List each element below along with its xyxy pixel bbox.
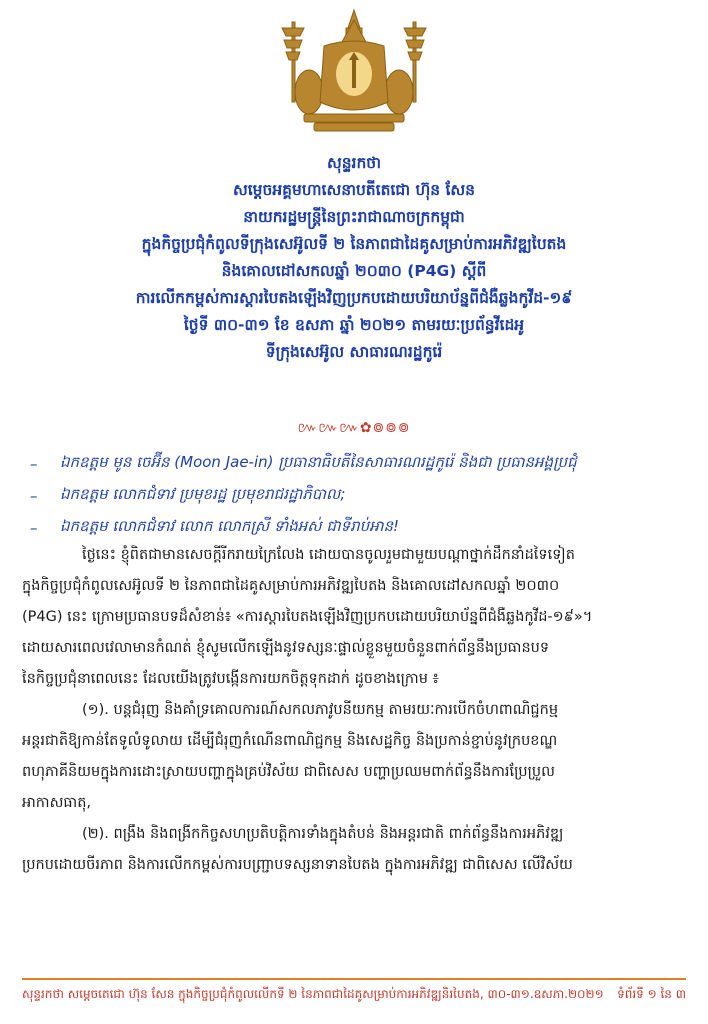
- addressee-text: ឯកឧត្តម លោកជំទាវ ប្រមុខរដ្ឋ ប្រមុខរាជរដ្ឋាភិបាល;: [60, 485, 346, 503]
- title-line: ទីក្រុងសេអ៊ូល សាធារណរដ្ឋកូរ៉េ: [265, 343, 443, 361]
- royal-emblem-icon: [264, 6, 444, 136]
- body-line: (១). បន្តជំរុញ និងគាំទ្រគោលការណ៍សកលភាវូបនីយកម្ម តាមរយៈការបើកចំហពាណិជ្ជកម្ម: [82, 702, 559, 718]
- body-line: នៃកិច្ចប្រជុំនាពេលនេះ ដែលយើងត្រូវបង្កើនការយកចិត្តទុកដាក់ ដូចខាងក្រោម ៖: [22, 671, 439, 687]
- body-line: ក្នុងកិច្ចប្រជុំកំពូលសេអ៊ូលទី ២ នៃភាពជាដៃគូសម្រាប់ការអភិវឌ្ឍបៃតង និងគោលដៅសកលឆ្នាំ ២០៣០: [22, 578, 560, 594]
- title-line: ថ្ងៃទី ៣០-៣១ ខែ ឧសភា ឆ្នាំ ២០២១ តាមរយៈប្រព័ន្ធវីដេអូ: [183, 316, 525, 334]
- page-number: ទំព័រទី ១ នៃ ៣: [617, 987, 686, 1001]
- speech-body: [22, 540, 692, 881]
- body-line: ប្រកបដោយចីរភាព និងការលើកកម្ពស់ការបញ្ជ្រាបទស្សនាទានបៃតង ក្នុងការអភិវឌ្ឍ ជាពិសេស លើវិស័យ: [22, 857, 573, 873]
- title-line: និងគោលដៅសកលឆ្នាំ ២០៣០ (P4G) ស្តីពី: [221, 262, 487, 280]
- addressee-item: [30, 480, 690, 512]
- addressee-item: [30, 448, 690, 480]
- page-footer: [22, 986, 686, 1004]
- body-line: ពហុភាគីនិយមក្នុងការដោះស្រាយបញ្ហាក្នុងគ្រប់វិស័យ ជាពិសេស បញ្ហាប្រឈមពាក់ព័ន្ធនឹងការប្រែប្រួល: [22, 764, 555, 780]
- title-line: នាយករដ្ឋមន្ត្រីនៃព្រះរាជាណាចក្រកម្ពុជា: [243, 208, 465, 226]
- body-line: ថ្ងៃនេះ ខ្ញុំពិតជាមានសេចក្តីរីករាយក្រៃលែង ដោយបានចូលរួមជាមួយបណ្តាថ្នាក់ដឹកនាំដទៃទៀត: [82, 547, 575, 563]
- body-line: អាកាសធាតុ,: [22, 795, 92, 811]
- footer-title: សុន្ទរកថា សម្តេចតេជោ ហ៊ុន សែន ក្នុងកិច្ចប្រជុំកំពូលលើកទី ២ នៃភាពជាដៃគូសម្រាប់ការអភិវឌ្ឍនិរបៃតង, ៣០-៣១.ឧសភា.២០២១: [22, 987, 604, 1001]
- title-line: ក្នុងកិច្ចប្រជុំកំពូលទីក្រុងសេអ៊ូលទី ២ នៃភាពជាដៃគូសម្រាប់ការអភិវឌ្ឍបៃតង: [141, 235, 567, 253]
- addressee-text: ឯកឧត្តម មូន ចេអ៊ីន (Moon Jae-in) ប្រធានាធិបតីនៃសាធារណរដ្ឋកូរ៉េ និងជា ប្រធានអង្គប្រជុំ: [60, 453, 577, 471]
- dash-bullet-icon: –: [30, 455, 38, 473]
- body-line: (P4G) នេះ ក្រោមប្រធានបទដ៏សំខាន់៖ «ការស្តារបៃតងឡើងវិញប្រកបដោយបរិយាប័ន្នពីជំងឺឆ្លងកូវីដ-១៩»។: [22, 609, 593, 625]
- addressee-list: [30, 448, 690, 544]
- title-line: សុន្ទរកថា: [326, 154, 382, 172]
- footer-divider: [22, 978, 686, 980]
- dash-bullet-icon: –: [30, 487, 38, 505]
- body-line: ដោយសារពេលវេលាមានកំណត់ ខ្ញុំសូមលើកឡើងនូវទស្សនៈផ្ទាល់ខ្លួនមួយចំនួនពាក់ព័ន្ធនឹងប្រធានបទ: [22, 640, 550, 656]
- title-block: [20, 150, 688, 366]
- addressee-text: ឯកឧត្តម លោកជំទាវ លោក លោកស្រី ទាំងអស់ ជាទីរាប់អាន!: [60, 517, 400, 535]
- ornament-divider: ៚៚៚✿៙៙៙: [297, 420, 411, 436]
- dash-bullet-icon: –: [30, 519, 38, 537]
- title-line: សម្តេចអគ្គមហាសេនាបតីតេជោ ហ៊ុន សែន: [232, 181, 475, 199]
- body-line: អន្តរជាតិឱ្យកាន់តែទូលំទូលាយ ដើម្បីជំរុញកំណើនពាណិជ្ជកម្ម និងសេដ្ឋកិច្ច និងប្រកាន់ខ្ជាប់នូវក្របខណ្ឌ: [22, 733, 558, 749]
- body-line: (២). ពង្រឹង និងពង្រីកកិច្ចសហប្រតិបត្តិការទាំងក្នុងតំបន់ និងអន្តរជាតិ ពាក់ព័ន្ធនឹងការអភិវឌ្ឍ: [82, 826, 564, 842]
- title-line: ការលើកកម្ពស់ការស្តារបៃតងឡើងវិញប្រកបដោយបរិយាប័ន្នពីជំងឺឆ្លងកូវីដ-១៩: [135, 289, 573, 307]
